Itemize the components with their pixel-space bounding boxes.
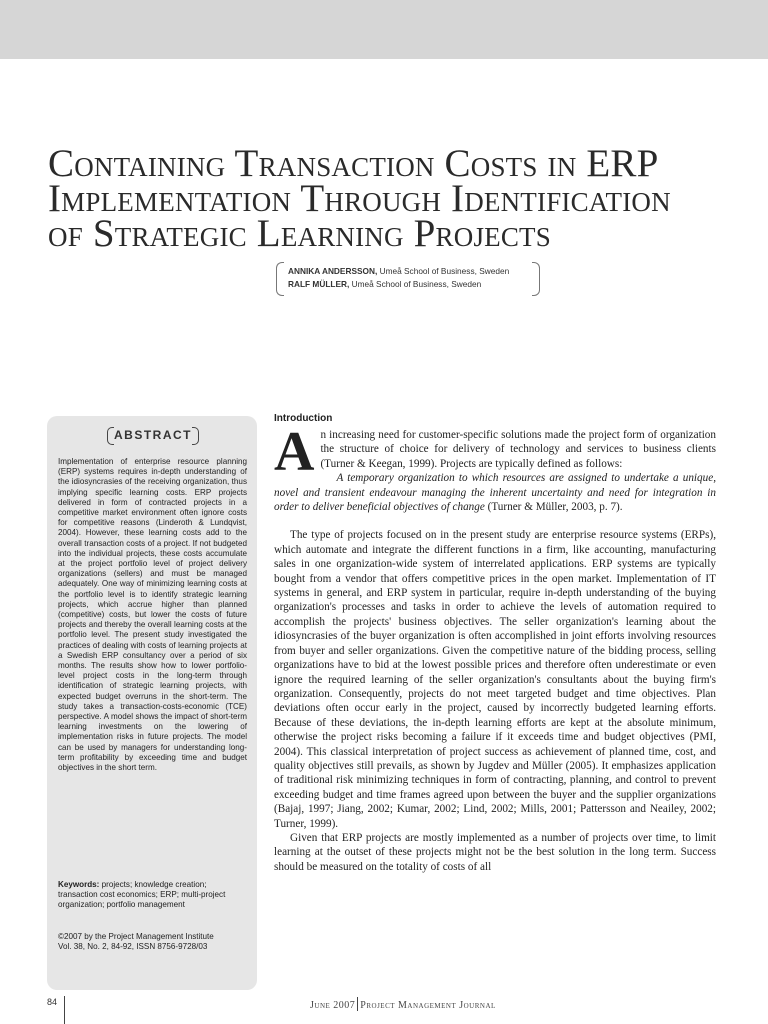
title-line: Implementation Through Identification (48, 177, 671, 220)
copyright (58, 932, 247, 952)
header-band (0, 0, 768, 59)
author-name: ANNIKA ANDERSSON, (288, 266, 378, 276)
quote-paragraph (274, 471, 716, 514)
keywords-list: projects; knowledge creation; transaction cost economics; ERP; multi-project organization; portfolio management (58, 880, 226, 910)
article-title (48, 142, 738, 255)
copyright-line: Vol. 38, No. 2, 84-92, ISSN 8756-9728/03 (58, 942, 208, 952)
paragraph (274, 421, 716, 483)
author-affiliation: Umeå School of Business, Sweden (349, 279, 482, 289)
drop-cap: A (274, 421, 315, 483)
author-line (288, 266, 509, 276)
quote-citation: (Turner & Müller, 2003, p. 7). (484, 501, 623, 514)
title-line: Containing Transaction Costs in ERP (48, 142, 659, 185)
keywords (58, 880, 247, 911)
paragraph-text: n increasing need for customer-specific solutions made the project form of organization the structure of choice for delivery of technology and services to business clients (Turner & Keegan, 1999). Projects are typically defined as follows: (320, 429, 716, 470)
quote-text: A temporary organization to which resources are assigned to undertake a unique, novel and transient endeavour managing the inherent uncertainty and need for integration in order to deliver beneficial objectives of change (274, 472, 716, 514)
body-text (274, 421, 716, 874)
paragraph: The type of projects focused on in the present study are enterprise resource systems (ERPs), which automate and integrate the different functions in a firm, like accounting, manufacturing sales in one organization-wide system of interrelated applications. ERP systems are typically bought from a vendor that offers competitive prices in the open market. Implementation of IT systems in general, and ERP system in particular, require in-depth understanding of the buying organization's processes and tasks in order to achieve the levels of automation required to accomplish the projects' business objectives. The seller organization's learning about the idiosyncrasies of the buyer organization is often accomplished in joint efforts involving resources from buyer and seller organizations. Given the competitive nature of the bidding process, selling organizations have to bid at the lowest possible prices and therefore often underestimate or even ignore the required learning of the seller organization's consultants about the buying firm's organization. Consequently, projects do not meet targeted budget and time objectives. Plan deviations often occur early in the project, caused by incorrectly budgeted learning efforts. Because of these deviations, the in-depth learning efforts are kept at the absolute minimum, otherwise the project risks becoming a failure if it exceeds time and budget objectives (PMI, 2004). This classical interpretation of project success as achievement of planned time, cost, and quality objectives still prevails, as shown by Jugdev and Müller (2005). It emphasizes application of traditional risk minimizing techniques in form of contracting, planning, and control to prevent exceeding budget and time frames agreed upon between the buyer and the supplier organizations (Bajaj, 1997; Jiang, 2002; Kumar, 2002; Lind, 2002; Mills, 2001; Pattersson and Neailey, 2002; Turner, 1999). (274, 529, 716, 830)
author-name: RALF MÜLLER, (288, 279, 350, 289)
abstract-text: Implementation of enterprise resource planning (ERP) systems requires in-depth understanding of the idiosyncrasies of the receiving organization, thus implying specific learning costs. ERP projects delivered in form of contracted projects in a competitive market environment often ignore costs for competitive reasons (Linderoth & Lundqvist, 2004). However, these learning costs add to the overall transaction costs of a project. If not budgeted into the individual projects, these costs accumulate at the project portfolio level of project delivery organizations (sellers) and must be managed adequately. One way of minimizing learning costs at the portfolio level is to identify strategic learning projects, which accrue higher than planned (competitive) costs, but lower the costs of future projects and thereby the overall learning costs at the portfolio level. The present study investigated the practices of dealing with costs of learning projects at a Swedish ERP consultancy over a period of six months. The results show how to lower portfolio-level project costs in the long-term through identification of strategic learning projects, with expected budget overruns in the short-term. The study takes a transaction-costs-economic (TCE) perspective. A model shows the impact of short-term learning investments on the lowering of implementation risks in future projects. The model can be used by managers for understanding long-term profitability by exceeding time and budget objectives in the short term. (58, 457, 247, 773)
footer-separator (357, 997, 358, 1011)
bracket-right (532, 262, 540, 296)
section-heading: Introduction (274, 413, 333, 424)
copyright-line: ©2007 by the Project Management Institute (58, 932, 214, 941)
author-line (288, 279, 481, 289)
footer-rule (64, 996, 65, 1024)
issue-date: June 2007 (310, 1000, 356, 1011)
title-line: of Strategic Learning Projects (48, 212, 551, 255)
keywords-label: Keywords: (58, 880, 100, 889)
journal-name: Project Management Journal (360, 1000, 496, 1011)
paragraph: Given that ERP projects are mostly implemented as a number of projects over time, to limit learning at the outset of these projects might not be the best solution in the long term. Success should be measured on the totality of costs of all (274, 831, 716, 873)
author-block (276, 262, 540, 296)
bracket-left (276, 262, 284, 296)
running-footer (310, 997, 496, 1011)
page-number: 84 (47, 997, 58, 1007)
abstract-heading (107, 427, 199, 445)
author-affiliation: Umeå School of Business, Sweden (377, 266, 510, 276)
abstract-heading-label: ABSTRACT (114, 428, 192, 442)
